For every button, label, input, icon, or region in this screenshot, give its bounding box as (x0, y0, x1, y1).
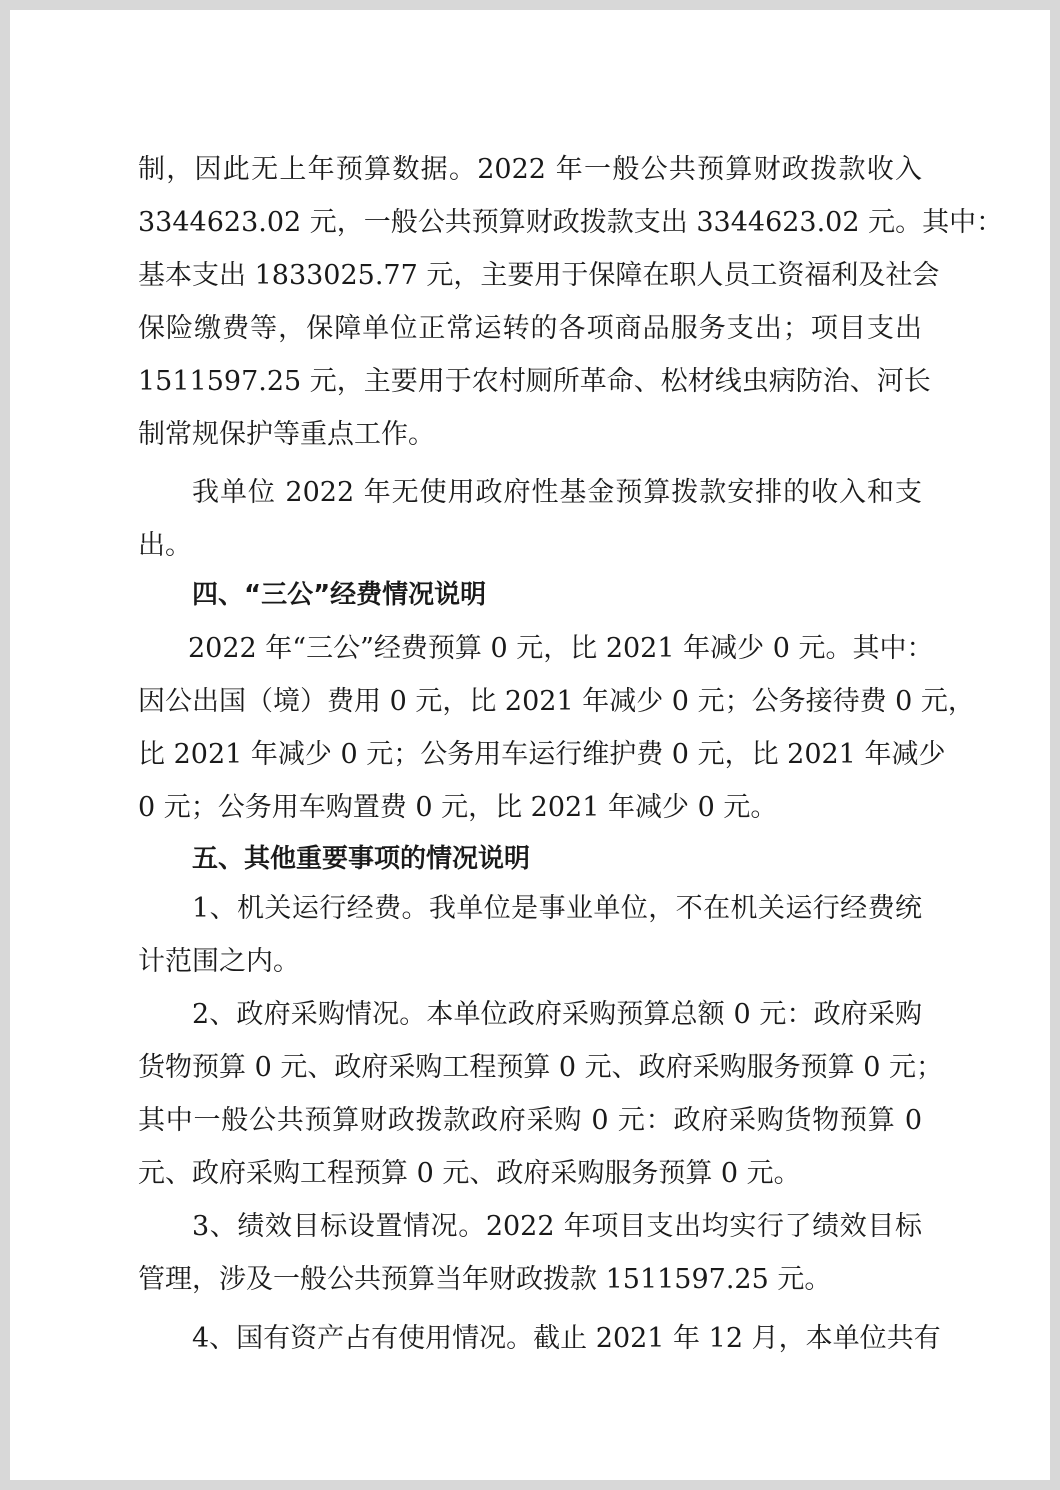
text-line: 3、绩效目标设置情况。2022 年项目支出均实行了绩效目标 (192, 1211, 922, 1242)
text-line: 元、政府采购工程预算 0 元、政府采购服务预算 0 元。 (138, 1158, 801, 1189)
text-line: 制常规保护等重点工作。 (138, 419, 435, 450)
text-line: 制，因此无上年预算数据。2022 年一般公共预算财政拨款收入 (138, 154, 922, 185)
section-heading: 四、“三公”经费情况说明 (192, 580, 487, 610)
text-line: 出。 (138, 530, 192, 561)
text-line: 因公出国（境）费用 0 元，比 2021 年减少 0 元；公务接待费 0 元， (138, 686, 975, 717)
text-line: 0 元；公务用车购置费 0 元，比 2021 年减少 0 元。 (138, 792, 778, 823)
text-line: 2022 年“三公”经费预算 0 元，比 2021 年减少 0 元。其中： (188, 633, 934, 664)
text-line: 其中一般公共预算财政拨款政府采购 0 元：政府采购货物预算 0 (138, 1105, 922, 1136)
text-line: 1511597.25 元，主要用于农村厕所革命、松材线虫病防治、河长 (138, 366, 931, 397)
text-line: 1、机关运行经费。我单位是事业单位，不在机关运行经费统 (192, 893, 922, 924)
text-line: 基本支出 1833025.77 元，主要用于保障在职人员工资福利及社会 (138, 260, 940, 291)
text-line: 比 2021 年减少 0 元；公务用车运行维护费 0 元，比 2021 年减少 (138, 739, 946, 770)
text-line: 4、国有资产占有使用情况。截止 2021 年 12 月，本单位共有 (192, 1323, 941, 1354)
text-line: 货物预算 0 元、政府采购工程预算 0 元、政府采购服务预算 0 元； (138, 1052, 944, 1083)
section-heading: 五、其他重要事项的情况说明 (192, 844, 531, 874)
text-line: 计范围之内。 (138, 946, 300, 977)
text-line: 管理，涉及一般公共预算当年财政拨款 1511597.25 元。 (138, 1264, 832, 1295)
text-line: 保险缴费等，保障单位正常运转的各项商品服务支出；项目支出 (138, 313, 922, 344)
document-page (10, 10, 1050, 1480)
text-line: 我单位 2022 年无使用政府性基金预算拨款安排的收入和支 (192, 477, 922, 508)
text-line: 2、政府采购情况。本单位政府采购预算总额 0 元：政府采购 (192, 999, 922, 1030)
text-line: 3344623.02 元，一般公共预算财政拨款支出 3344623.02 元。其中： (138, 207, 1004, 238)
